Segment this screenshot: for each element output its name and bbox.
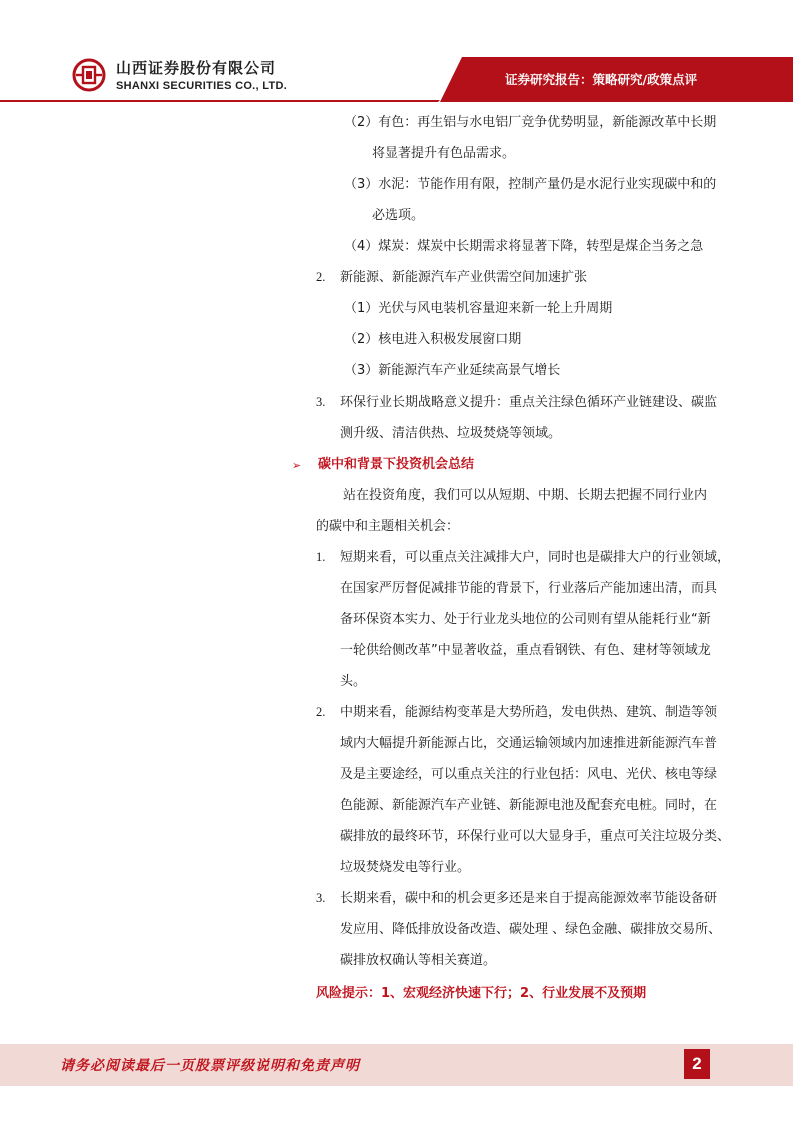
list-number: 1. (316, 550, 326, 564)
text-line: 备环保资本实力、处于行业龙头地位的公司则有望从能耗行业“新 (340, 612, 711, 627)
section-bullet-icon: ➢ (292, 459, 302, 472)
company-name-cn: 山西证券股份有限公司 (116, 59, 277, 77)
text-line: （2）核电进入积极发展窗口期 (344, 332, 522, 347)
report-type-label: 证券研究报告：策略研究/政策点评 (505, 72, 698, 87)
section-heading: 碳中和背景下投资机会总结 (318, 457, 475, 472)
paragraph-line: 站在投资角度，我们可以从短期、中期、长期去把握不同行业内 (343, 488, 708, 503)
risk-warning: 风险提示：1、宏观经济快速下行；2、行业发展不及预期 (316, 986, 647, 1001)
list-number: 3. (316, 395, 326, 409)
text-line: （3）水泥：节能作用有限，控制产量仍是水泥行业实现碳中和的 (344, 177, 717, 192)
text-line: 一轮供给侧改革”中显著收益，重点看钢铁、有色、建材等领域龙 (340, 643, 711, 658)
text-line: 必选项。 (372, 208, 425, 223)
text-line: 测升级、清洁供热、垃圾焚烧等领域。 (340, 426, 562, 441)
text-line: 及是主要途经，可以重点关注的行业包括：风电、光伏、核电等绿 (340, 767, 718, 782)
text-line: （4）煤炭：煤炭中长期需求将显著下降，转型是煤企当务之急 (344, 239, 704, 254)
company-logo-icon (72, 58, 106, 92)
list-number: 2. (316, 705, 326, 719)
text-line: （1）光伏与风电装机容量迎来新一轮上升周期 (344, 301, 613, 316)
footer-disclaimer: 请务必阅读最后一页股票评级说明和免责声明 (60, 1058, 360, 1074)
text-line: 在国家严厉督促减排节能的背景下，行业落后产能加速出清，而具 (340, 581, 718, 596)
text-line: 碳排放的最终环节，环保行业可以大显身手，重点可关注垃圾分类、 (340, 829, 731, 844)
text-line: 短期来看，可以重点关注减排大户，同时也是碳排大户的行业领域， (340, 550, 731, 565)
text-line: 域内大幅提升新能源占比，交通运输领域内加速推进新能源汽车普 (340, 736, 718, 751)
text-line: 发应用、降低排放设备改造、碳处理 、绿色金融、碳排放交易所、 (340, 922, 722, 937)
list-number: 3. (316, 891, 326, 905)
paragraph-line: 的碳中和主题相关机会： (316, 519, 460, 534)
text-line: 色能源、新能源汽车产业链、新能源电池及配套充电桩。同时，在 (340, 798, 718, 813)
text-line: 长期来看，碳中和的机会更多还是来自于提高能源效率节能设备研 (340, 891, 718, 906)
page-header (0, 0, 793, 102)
text-line: 将显著提升有色品需求。 (372, 146, 516, 161)
text-line: 环保行业长期战略意义提升：重点关注绿色循环产业链建设、碳监 (340, 395, 718, 410)
text-line: 头。 (340, 674, 367, 689)
text-line: （3）新能源汽车产业延续高景气增长 (344, 363, 561, 378)
company-name-en: SHANXI SECURITIES CO., LTD. (116, 80, 288, 92)
text-line: 新能源、新能源汽车产业供需空间加速扩张 (340, 270, 588, 285)
text-line: 中期来看，能源结构变革是大势所趋，发电供热、建筑、制造等领 (340, 705, 718, 720)
text-line: 碳排放权确认等相关赛道。 (340, 953, 497, 968)
list-number: 2. (316, 270, 326, 284)
page-number: 2 (684, 1049, 710, 1079)
text-line: 垃圾焚烧发电等行业。 (340, 860, 471, 875)
text-line: （2）有色：再生铝与水电铝厂竞争优势明显，新能源改革中长期 (344, 115, 717, 130)
